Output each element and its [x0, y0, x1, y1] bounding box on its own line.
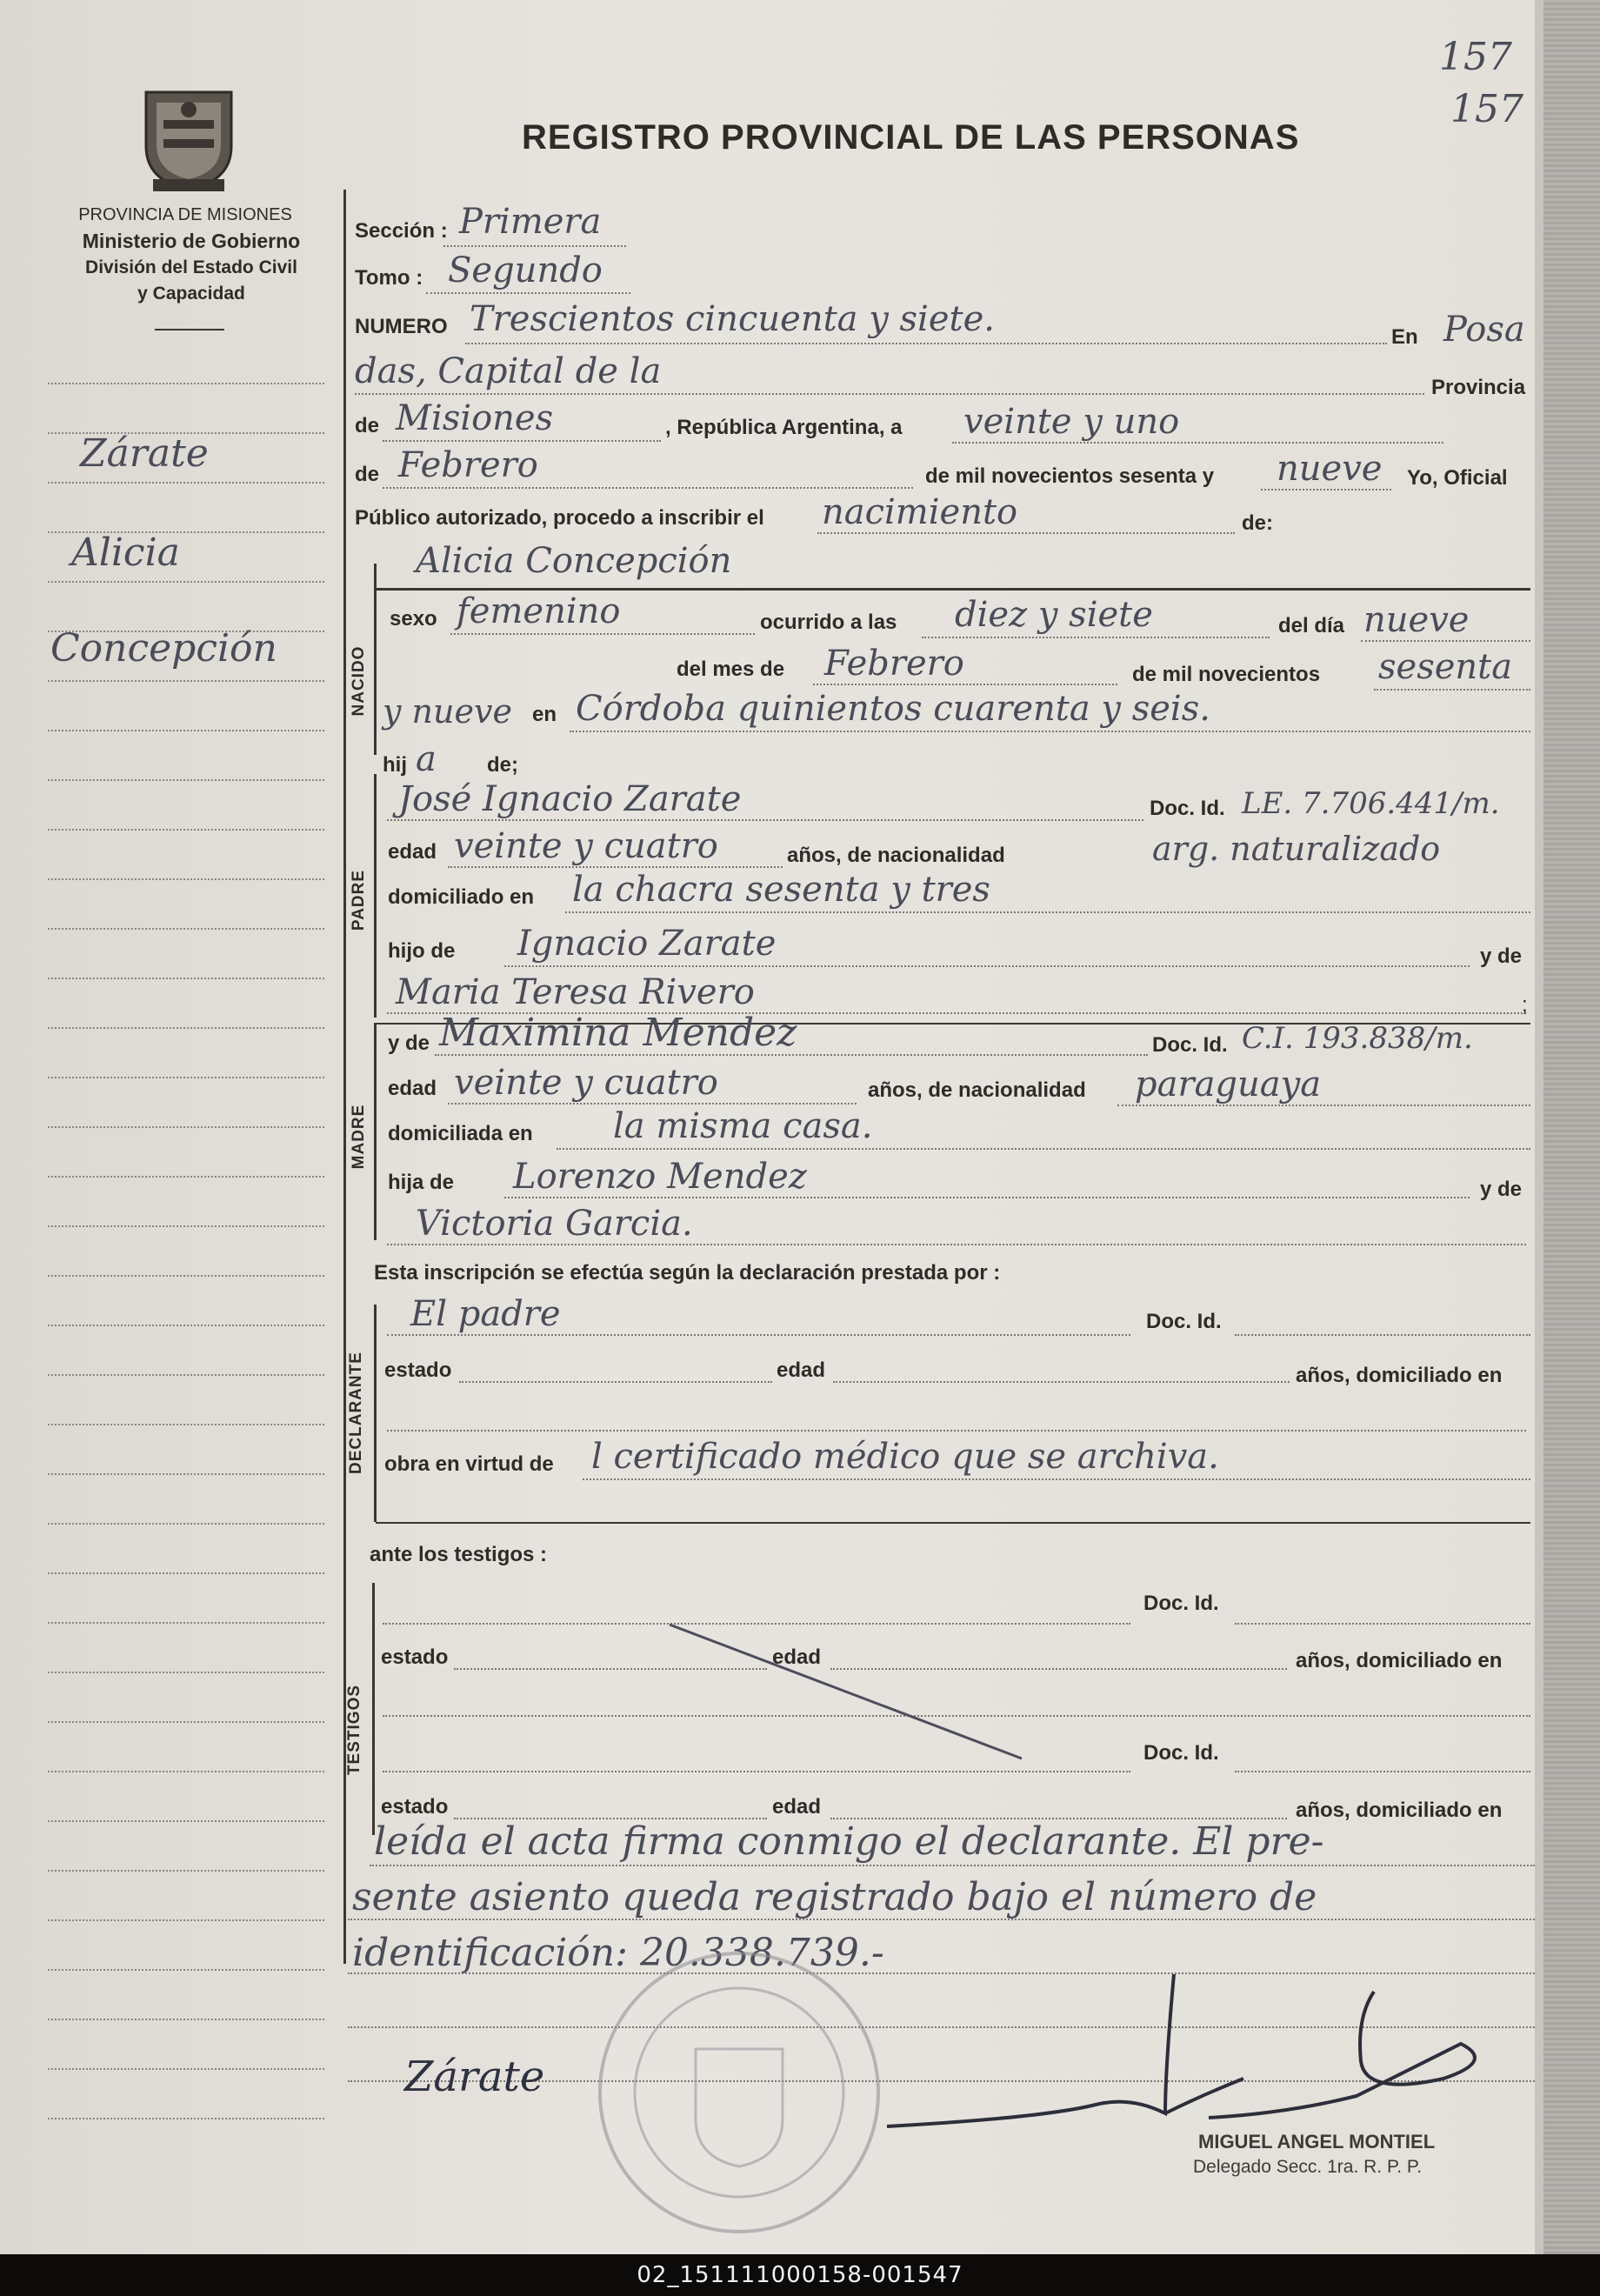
- testigos-section-label: TESTIGOS: [345, 1684, 363, 1776]
- madre-hija-label: hija de: [388, 1171, 455, 1194]
- oficial-label: Yo, Oficial: [1407, 466, 1508, 490]
- note-line-1: leída el acta firma conmigo el declarante. El pre-: [374, 1819, 1324, 1864]
- republica-label: , República Argentina, a: [665, 416, 903, 439]
- testigo2-edad-label: edad: [772, 1795, 822, 1819]
- hij-label: hij: [383, 753, 407, 777]
- padre-yde-label: y de: [1480, 944, 1523, 968]
- anio-value: sesenta: [1378, 647, 1513, 687]
- padre-madre-of: Maria Teresa Rivero: [396, 972, 755, 1012]
- hij-value: a: [416, 739, 437, 779]
- declarante-section-label: DECLARANTE: [347, 1352, 365, 1474]
- book-binding: [1543, 0, 1600, 2254]
- padre-nac-label: años, de nacionalidad: [787, 844, 1005, 867]
- obra-label: obra en virtud de: [384, 1452, 554, 1476]
- margin-name2: Concepción: [50, 626, 277, 671]
- padre-name: José Ignacio Zarate: [398, 779, 742, 819]
- testigo1-doc-label: Doc. Id.: [1143, 1592, 1219, 1615]
- testigo1-edad-label: edad: [772, 1645, 822, 1669]
- city-value: das, Capital de la: [355, 351, 662, 391]
- margin-surname: Zárate: [80, 431, 209, 476]
- dia-value: nueve: [1363, 600, 1470, 640]
- seccion-value: Primera: [459, 202, 602, 242]
- madre-dom-label: domiciliada en: [388, 1122, 533, 1145]
- declarante-doc-label: Doc. Id.: [1146, 1310, 1222, 1333]
- de-label: de: [355, 414, 380, 437]
- testigos-intro: ante los testigos :: [370, 1543, 548, 1566]
- provincia-label: Provincia: [1431, 376, 1526, 399]
- declarante-edad-label: edad: [777, 1358, 826, 1382]
- obra-value: l certificado médico que se archiva.: [591, 1437, 1219, 1477]
- publico-label: Público autorizado, procedo a inscribir el: [355, 506, 764, 530]
- mil-label: de mil novecientos: [1132, 663, 1321, 686]
- month-value: Febrero: [398, 445, 538, 485]
- dia-label: del día: [1278, 614, 1345, 637]
- sexo-label: sexo: [390, 607, 437, 631]
- madre-name: Maximina Mendez: [439, 1011, 797, 1055]
- testigo1-estado-label: estado: [381, 1645, 449, 1669]
- testigo1-anios-label: años, domiciliado en: [1296, 1649, 1503, 1672]
- padre-doc-value: LE. 7.706.441/m.: [1242, 786, 1500, 821]
- madre-section-label: MADRE: [350, 1104, 368, 1170]
- testigo2-doc-label: Doc. Id.: [1143, 1741, 1219, 1765]
- padre-dom-value: la chacra sesenta y tres: [572, 870, 990, 910]
- page-title: REGISTRO PROVINCIAL DE LAS PERSONAS: [522, 118, 1300, 157]
- de-label-2: de: [355, 463, 380, 486]
- madre-doc-value: C.I. 193.838/m.: [1242, 1021, 1473, 1056]
- page-number-top: 157: [1439, 35, 1512, 79]
- note-line-2: sente asiento queda registrado bajo el número de: [352, 1875, 1317, 1919]
- note-line-1-rule: [370, 1865, 1535, 1866]
- madre-madre-of: Victoria Garcia.: [416, 1204, 693, 1244]
- mes-value: Febrero: [824, 644, 964, 684]
- madre-nac-value: paraguaya: [1135, 1065, 1322, 1105]
- nacido-section-label: NACIDO: [350, 645, 368, 717]
- declarante-intro: Esta inscripción se efectúa según la declaración prestada por :: [374, 1261, 1001, 1285]
- madre-dom-value: la misma casa.: [613, 1106, 873, 1146]
- hij-de-label: de;: [487, 753, 518, 777]
- prov-value: Misiones: [396, 398, 554, 438]
- declarante-estado-label: estado: [384, 1358, 452, 1382]
- division-name: División del Estado Civil: [85, 257, 297, 277]
- padre-doc-label: Doc. Id.: [1150, 797, 1225, 820]
- margin-name1: Alicia: [71, 531, 180, 575]
- padre-semicolon: ;: [1522, 993, 1528, 1017]
- padre-hijo-value: Ignacio Zarate: [517, 924, 777, 964]
- mes-label: del mes de: [677, 657, 785, 681]
- madre-hija-value: Lorenzo Mendez: [513, 1157, 807, 1197]
- officer-signature: [835, 1966, 1530, 2139]
- seccion-label: Sección :: [355, 219, 448, 243]
- officer-title: Delegado Secc. 1ra. R. P. P.: [1193, 2157, 1423, 2177]
- nacido-name: Alicia Concepción: [416, 541, 732, 581]
- numero-value: Trescientos cincuenta y siete.: [470, 299, 995, 339]
- ministry-name: Ministerio de Gobierno: [82, 230, 301, 252]
- padre-hijo-label: hijo de: [388, 939, 456, 963]
- date-day-value: veinte y uno: [963, 402, 1180, 442]
- declarante-name: El padre: [410, 1294, 561, 1334]
- testigo2-anios-label: años, domiciliado en: [1296, 1799, 1503, 1822]
- year-value: nueve: [1277, 449, 1383, 489]
- numero-label: NUMERO: [355, 315, 448, 338]
- declarante-anios-label: años, domiciliado en: [1296, 1364, 1503, 1387]
- testigo2-estado-label: estado: [381, 1795, 449, 1819]
- padre-section-label: PADRE: [350, 869, 368, 931]
- year-label: de mil novecientos sesenta y: [925, 464, 1215, 488]
- madre-edad-label: edad: [388, 1077, 437, 1100]
- officer-name: MIGUEL ANGEL MONTIEL: [1198, 2131, 1436, 2152]
- page-number-second: 157: [1450, 87, 1523, 131]
- note-line-3: identificación: 20.338.739.-: [352, 1931, 884, 1975]
- note-line-2-rule: [348, 1919, 1535, 1920]
- ocurrido-label: ocurrido a las: [760, 611, 897, 634]
- anio-cont-value: y nueve: [383, 692, 512, 731]
- tomo-value: Segundo: [448, 250, 603, 290]
- madre-edad-value: veinte y cuatro: [454, 1063, 718, 1103]
- nacido-en-label: en: [532, 703, 557, 726]
- capacity-name: y Capacidad: [137, 284, 245, 304]
- document-code-footer: 02_151111000158-001547: [0, 2254, 1600, 2296]
- en-label: En: [1391, 325, 1418, 349]
- madre-yde2-label: y de: [1480, 1178, 1523, 1201]
- lugar-value: Córdoba quinientos cuarenta y seis.: [576, 689, 1210, 729]
- declarant-signature: Zárate: [404, 2052, 545, 2101]
- sexo-value: femenino: [457, 591, 621, 631]
- padre-edad-label: edad: [388, 840, 437, 864]
- padre-edad-value: veinte y cuatro: [454, 826, 718, 866]
- acto-value: nacimiento: [822, 492, 1018, 532]
- madre-yde-label: y de: [388, 1031, 430, 1055]
- madre-nac-label: años, de nacionalidad: [868, 1078, 1086, 1102]
- padre-dom-label: domiciliado en: [388, 885, 535, 909]
- en-value: Posa: [1443, 310, 1525, 350]
- tomo-label: Tomo :: [355, 266, 423, 290]
- de2-label: de:: [1242, 511, 1273, 535]
- madre-doc-label: Doc. Id.: [1152, 1033, 1228, 1057]
- hora-value: diez y siete: [955, 595, 1153, 635]
- padre-nac-value: arg. naturalizado: [1152, 830, 1441, 868]
- province-name: PROVINCIA DE MISIONES: [78, 205, 292, 224]
